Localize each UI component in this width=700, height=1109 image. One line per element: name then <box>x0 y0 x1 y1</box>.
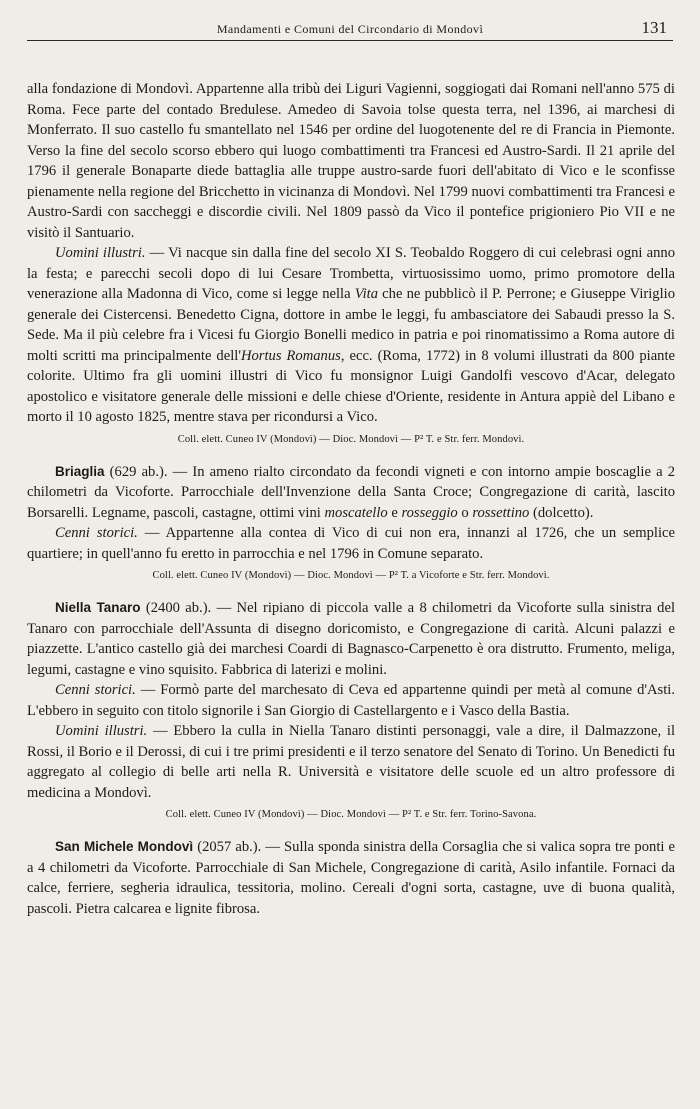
sanmichele-entry: San Michele Mondovì (2057 ab.). — Sulla sponda sinistra della Corsaglia che si valica sopra tre ponti e a 4 chilometri da Vicoforte. Parrocchiale di San Michele, Congregazione di carità, Asilo infantile. Fornaci da calce, ferriere, segheria idraulica, tessitoria, molino. Cereali d'ogni sorta, castagne, uve di buona qualità, pascoli. Pietra calcarea e lignite fibrosa. <box>27 839 675 917</box>
briaglia-cenni-paragraph: Cenni storici. — Appartenne alla contea di Vico di cui non era, innanzi al 1726, che un semplice quartiere; in quell'anno fu eretto in parrocchia e nel 1796 in Comune separato. <box>27 525 675 562</box>
vico-collegio-line: Coll. elett. Cuneo IV (Mondovì) — Dioc. Mondovì — P² T. e Str. ferr. Mondovì. <box>177 433 525 445</box>
vico-uomini-paragraph: Uomini illustri. — Vi nacque sin dalla fine del secolo XI S. Teobaldo Roggero di cui celebrasi ogni anno la festa; e parecchi secoli dopo di lui Cesare Trombetta, virtuosissimo uomo, primo promotore della venerazione alla Madonna di Vico, come si legge nella Vita che ne pubblicò il P. Perrone; e Giuseppe Viriglio generale dei Cistercensi. Benedetto Cigna, dottore in ambe le leggi, fu ambasciatore dei Sabaudi presso la S. Sede. Ma il più celebre fra i Vicesi fu Giorgio Bonelli medico in patria e poi rinomatissimo a Roma autore di molti scritti ma principalmente dell'Hortus Romanus, ecc. (Roma, 1772) in 8 volumi illustrati da 800 piante colorite. Ultimo fra gli uomini illustri di Vico fu monsignor Luigi Gandolfi vescovo d'Acar, delegato apostolico e visitatore generale delle missioni e delle chiese d'Oriente, residente in Antura appiè del Libano e morto il 10 agosto 1825, mentre stava per ricondursi a Vico. <box>27 245 676 425</box>
briaglia-entry: Briaglia (629 ab.). — In ameno rialto circondato da fecondi vigneti e con intorno ampie boscaglie a 2 chilometri da Vicoforte. Parrocchiale dell'Invenzione della Santa Croce; Congregazione di carità, lascito Borsarelli. Legname, pascoli, castagne, ottimi vini moscatello e rosseggio o rossettino (dolcetto). <box>27 463 675 521</box>
page-body <box>27 41 675 919</box>
vico-history-paragraph: alla fondazione di Mondovì. Appartenne alla tribù dei Liguri Vagienni, soggiogati dai Romani nell'anno 575 di Roma. Fece parte del contado Bredulese. Amedeo di Savoia tolse questa terra, nel 1396, ai marchesi di Monferrato. Il suo castello fu smantellato nel 1546 per ordine del luogotenente del re di Francia in Piemonte. Verso la fine del secolo scorso ebbero qui luogo combattimenti tra Francesi ed Austro-Sardi. Il 21 aprile del 1796 il generale Bonaparte diede battaglia alle truppe austro-sarde fuori dell'abitato di Vico e le sconfisse pienamente nella regione del Bricchetto in vicinanza di Mondovì. Nel 1799 nuovi combattimenti tra Francesi e Austro-Sardi con saccheggi e discordie civili. Nel 1809 passò da Vico il pontefice prigioniero Pio VII e ne visitò il Santuario. <box>27 81 675 241</box>
niella-collegio-line: Coll. elett. Cuneo IV (Mondovì) — Dioc. Mondovì — P² T. e Str. ferr. Torino-Savona. <box>165 809 537 820</box>
niella-cenni-paragraph: Cenni storici. — Formò parte del marchesato di Ceva ed appartenne quindi per metà al comune d'Asti. L'ebbero in seguito con titolo signorile i San Giorgio di Castellargento e i Vasco della Bastia. <box>27 682 675 719</box>
page-number: 131 <box>641 18 667 37</box>
entry-name: Briaglia <box>55 463 105 479</box>
uomini-label: Uomini illustri. <box>55 245 146 261</box>
entry-name: San Michele Mondovì <box>55 839 194 854</box>
entry-name: Niella Tanaro <box>55 600 141 615</box>
niella-uomini-paragraph: Uomini illustri. — Ebbero la culla in Niella Tanaro distinti personaggi, vale a dire, il Dalmazzone, il Rossi, il Borio e il Derossi, di cui i tre primi presidenti e il terzo senatore del Senato di Torino. Un Benedicti fu aggregato al collegio di belle arti nella R. Università e visitatore delle scuole ed un altro professore di medicina a Mondovì. <box>27 723 676 801</box>
niella-entry: Niella Tanaro (2400 ab.). — Nel ripiano di piccola valle a 8 chilometri da Vicoforte sulla sinistra del Tanaro con parrocchiale dell'Assunta di disegno doricomisto, e Congregazione di carità. Alcuni palazzi e piazzette. L'antico castello già dei marchesi Coardi di Bagnasco-Carpenetto è ora distrutto. Frumento, meliga, legumi, castagne e vino squisito. Fabbrica di laterizi e molini. <box>27 600 675 678</box>
running-title: Mandamenti e Comuni del Circondario di Mondovì <box>216 22 484 36</box>
briaglia-collegio-line: Coll. elett. Cuneo IV (Mondovì) — Dioc. Mondovì — P² T. a Vicoforte e Str. ferr. Mondovì. <box>152 570 550 581</box>
running-header <box>27 0 673 41</box>
